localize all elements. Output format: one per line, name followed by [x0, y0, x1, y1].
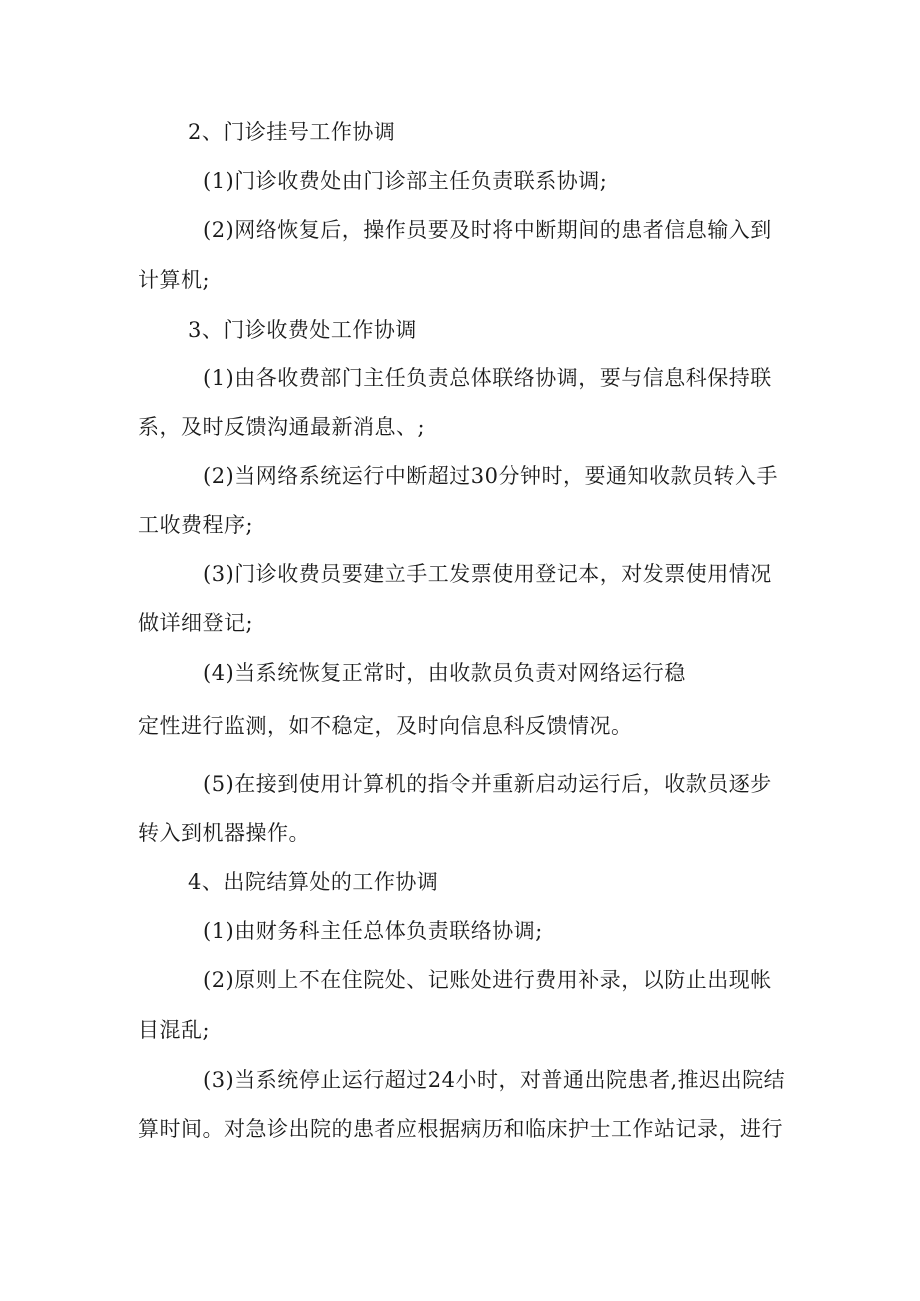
paragraph-line: (3)门诊收费员要建立手工发票使用登记本，对发票使用情况 — [203, 562, 772, 586]
paragraph-line: 目混乱; — [138, 1018, 211, 1042]
paragraph-line: (2)原则上不在住院处、记账处进行费用补录，以防止出现帐 — [203, 968, 772, 992]
paragraph-line: 工收费程序; — [138, 513, 254, 537]
paragraph-line: 转入到机器操作。 — [138, 821, 310, 845]
paragraph-line: 系，及时反馈沟通最新消息、; — [138, 415, 426, 439]
paragraph-line: (4)当系统恢复正常时，由收款员负责对网络运行稳 — [203, 661, 686, 685]
paragraph-line: (3)当系统停止运行超过24小时，对普通出院患者,推迟出院结 — [203, 1068, 786, 1092]
paragraph-line: (2)网络恢复后，操作员要及时将中断期间的患者信息输入到 — [203, 218, 772, 242]
section-heading-discharge-settlement: 4、出院结算处的工作协调 — [188, 870, 439, 894]
section-heading-outpatient-registration: 2、门诊挂号工作协调 — [188, 120, 396, 144]
paragraph-line: (2)当网络系统运行中断超过30分钟时，要通知收款员转入手 — [203, 464, 778, 488]
paragraph-line: (5)在接到使用计算机的指令并重新启动运行后，收款员逐步 — [203, 772, 772, 796]
paragraph-line: (1)门诊收费处由门诊部主任负责联系协调; — [203, 169, 608, 193]
section-heading-outpatient-billing: 3、门诊收费处工作协调 — [188, 318, 417, 342]
paragraph-line: (1)由各收费部门主任负责总体联络协调，要与信息科保持联 — [203, 366, 772, 390]
paragraph-line: 做详细登记; — [138, 611, 254, 635]
paragraph-line: 算时间。对急诊出院的患者应根据病历和临床护士工作站记录，进行 — [138, 1117, 783, 1141]
paragraph-line: 定性进行监测，如不稳定，及时向信息科反馈情况。 — [138, 714, 633, 738]
paragraph-line: 计算机; — [138, 268, 211, 292]
paragraph-line: (1)由财务科主任总体负责联络协调; — [203, 919, 543, 943]
